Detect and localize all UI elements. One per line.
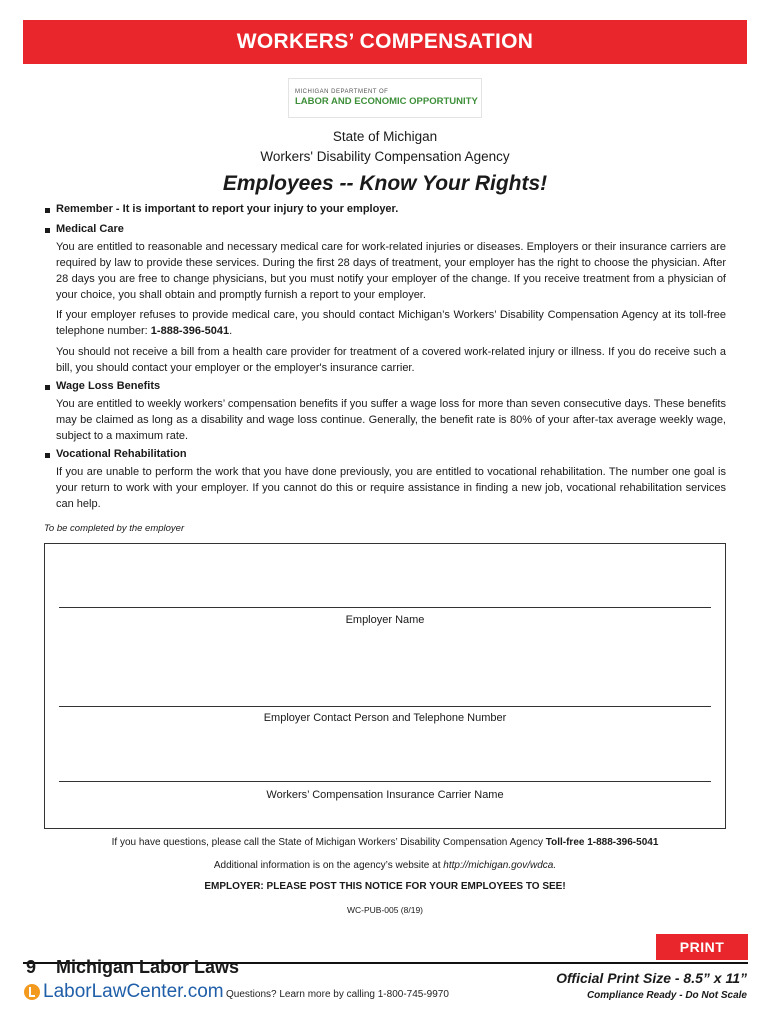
bullet-icon bbox=[45, 208, 50, 213]
employer-contact-line[interactable] bbox=[59, 706, 711, 707]
employer-contact-label: Employer Contact Person and Telephone Number bbox=[263, 712, 507, 724]
medical-care-paragraph-2-text: If your employer refuses to provide medical care, you should contact Michigan’s Workers’ Disability Compensation Agency at its toll-free telephone number: bbox=[56, 309, 726, 337]
medical-care-paragraph-2 bbox=[56, 307, 726, 339]
page-number: 9 bbox=[26, 957, 37, 977]
bullet-icon bbox=[45, 453, 50, 458]
medical-care-paragraph-2-end: . bbox=[229, 325, 233, 337]
website-prefix: Additional information is on the agency’s website at bbox=[213, 860, 444, 871]
questions-line bbox=[0, 837, 770, 848]
website-link[interactable]: http://michigan.gov/wdca. bbox=[443, 860, 557, 871]
section-title: Michigan Labor Laws bbox=[56, 957, 240, 977]
brand-name: LaborLawCenter.com bbox=[43, 981, 224, 1002]
agency-logo bbox=[288, 78, 482, 118]
logo-line2: LABOR AND ECONOMIC OPPORTUNITY bbox=[295, 96, 478, 107]
questions-text: If you have questions, please call the State of Michigan Workers’ Disability Compensation Agency bbox=[111, 837, 546, 848]
agency-name: Workers' Disability Compensation Agency bbox=[260, 149, 510, 164]
title-banner bbox=[23, 20, 747, 64]
brand-logo[interactable] bbox=[24, 981, 224, 1003]
employer-name-label: Employer Name bbox=[345, 614, 425, 626]
page-title: Employees -- Know Your Rights! bbox=[222, 172, 548, 195]
employer-note: To be completed by the employer bbox=[44, 523, 185, 534]
agency-phone: 1-888-396-5041 bbox=[150, 325, 230, 337]
medical-care-paragraph-1: You are entitled to reasonable and necessary medical care for work-related injuries or diseases. Employers or their insurance carriers are required by law to provide these services. During the first 28 days of treatment, your employer has the right to choose the physician. After 28 days you are free to change physicians, but you must notify your employer of the change. If you receive treatment from a physician of your choice, you shall obtain and promptly furnish a report to your employer. bbox=[56, 241, 726, 301]
employer-form-box bbox=[44, 543, 726, 829]
remember-note: Remember - It is important to report your injury to your employer. bbox=[56, 203, 399, 215]
bullet-icon bbox=[45, 228, 50, 233]
wage-loss-title: Wage Loss Benefits bbox=[56, 380, 161, 392]
print-button[interactable]: PRINT bbox=[656, 934, 748, 960]
bullet-icon bbox=[45, 385, 50, 390]
insurance-carrier-line[interactable] bbox=[59, 781, 711, 782]
wage-loss-paragraph: You are entitled to weekly workers’ compensation benefits if you suffer a wage loss for more than seven consecutive days. These benefits may be claimed as long as a disability and wage loss continue. Generally, the benefit rate is 80% of your after-tax average weekly wage, subject to a maximum rate. bbox=[56, 398, 726, 442]
state-name: State of Michigan bbox=[332, 129, 438, 144]
post-notice: EMPLOYER: PLEASE POST THIS NOTICE FOR YOUR EMPLOYEES TO SEE! bbox=[204, 881, 566, 892]
checkmark-icon bbox=[24, 984, 40, 1000]
medical-care-title: Medical Care bbox=[56, 223, 124, 235]
footer-questions: Questions? Learn more by calling 1-800-745-9970 bbox=[226, 989, 449, 1000]
insurance-carrier-label: Workers’ Compensation Insurance Carrier Name bbox=[266, 789, 504, 801]
medical-care-paragraph-3: You should not receive a bill from a health care provider for treatment of a covered work-related injury or illness. If you do receive such a bill, you should contact your employer or the employer's insurance carrier. bbox=[56, 346, 726, 374]
employer-name-line[interactable] bbox=[59, 607, 711, 608]
vocational-rehab-title: Vocational Rehabilitation bbox=[56, 448, 187, 460]
official-print-size: Official Print Size - 8.5” x 11” bbox=[556, 970, 747, 986]
logo-line1: MICHIGAN DEPARTMENT OF bbox=[295, 89, 389, 95]
questions-phone: Toll-free 1-888-396-5041 bbox=[545, 837, 659, 848]
vocational-rehab-paragraph: If you are unable to perform the work that you have done previously, you are entitled to vocational rehabilitation. The number one goal is your return to work with your employer. If you cannot do this or require assistance in finding a new job, vocational rehabilitation services can help. bbox=[56, 466, 726, 510]
compliance-note: Compliance Ready - Do Not Scale bbox=[586, 990, 747, 1001]
banner-title: WORKERS’ COMPENSATION bbox=[236, 30, 534, 53]
publication-code: WC-PUB-005 (8/19) bbox=[346, 905, 424, 915]
website-line bbox=[0, 860, 770, 871]
